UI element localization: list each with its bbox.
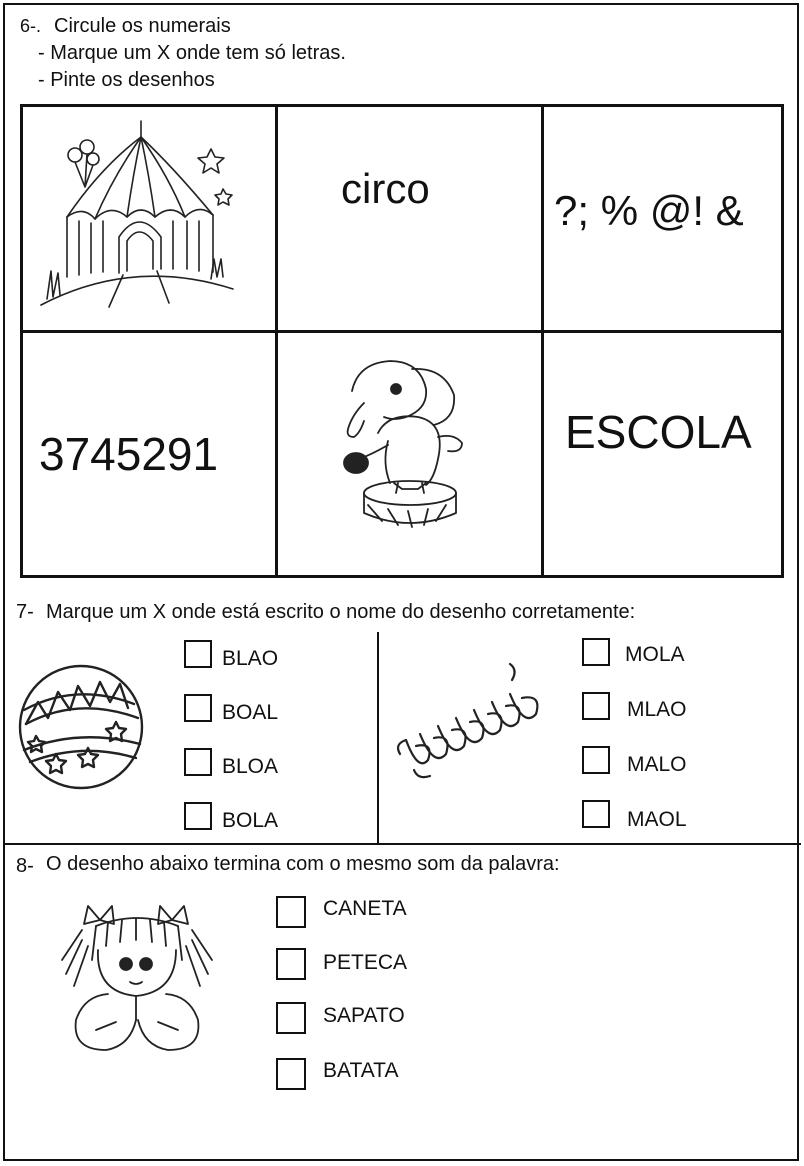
cell-caps-word[interactable]: ESCOLA bbox=[565, 406, 752, 458]
option-q8-1: CANETA bbox=[323, 897, 407, 920]
cell-numbers[interactable]: 3745291 bbox=[39, 428, 219, 480]
checkbox-q8-4[interactable] bbox=[276, 1058, 306, 1090]
q7-prompt: Marque um X onde está escrito o nome do desenho corretamente: bbox=[46, 601, 636, 623]
q6-grid bbox=[20, 104, 784, 578]
option-right-2: MLAO bbox=[627, 698, 687, 721]
q6-number: 6-. bbox=[20, 16, 42, 36]
q7-divider bbox=[377, 632, 379, 844]
checkbox-right-2[interactable] bbox=[582, 692, 610, 720]
checkbox-left-1[interactable] bbox=[184, 640, 212, 668]
q6-line1: Circule os numerais bbox=[54, 15, 231, 37]
option-left-2: BOAL bbox=[222, 701, 279, 724]
q6-line3: - Pinte os desenhos bbox=[38, 69, 215, 91]
option-right-4: MAOL bbox=[627, 808, 687, 831]
cell-word[interactable]: circo bbox=[341, 165, 430, 212]
option-left-3: BLOA bbox=[222, 755, 279, 778]
spring-icon bbox=[394, 660, 548, 790]
cell-tent[interactable] bbox=[23, 107, 275, 330]
checkbox-right-4[interactable] bbox=[582, 800, 610, 828]
q6-line2: - Marque um X onde tem só letras. bbox=[38, 42, 346, 64]
checkbox-q8-2[interactable] bbox=[276, 948, 306, 980]
q7-number: 7- bbox=[16, 601, 34, 623]
checkbox-left-2[interactable] bbox=[184, 694, 212, 722]
cell-symbols[interactable]: ?; % @! & bbox=[554, 187, 744, 234]
option-left-4: BOLA bbox=[222, 809, 279, 832]
option-left-1: BLAO bbox=[222, 647, 279, 670]
cell-elephant[interactable] bbox=[278, 333, 541, 578]
circus-tent-icon bbox=[23, 107, 275, 330]
option-q8-4: BATATA bbox=[323, 1059, 399, 1082]
checkbox-q8-1[interactable] bbox=[276, 896, 306, 928]
doll-icon bbox=[52, 900, 222, 1076]
option-right-1: MOLA bbox=[625, 643, 685, 666]
q7-bottom-divider bbox=[3, 843, 801, 845]
option-q8-2: PETECA bbox=[323, 951, 408, 974]
option-right-3: MALO bbox=[627, 753, 687, 776]
ball-icon bbox=[16, 662, 146, 792]
circus-elephant-icon bbox=[278, 333, 541, 578]
checkbox-right-1[interactable] bbox=[582, 638, 610, 666]
checkbox-q8-3[interactable] bbox=[276, 1002, 306, 1034]
checkbox-left-4[interactable] bbox=[184, 802, 212, 830]
checkbox-left-3[interactable] bbox=[184, 748, 212, 776]
checkbox-right-3[interactable] bbox=[582, 746, 610, 774]
option-q8-3: SAPATO bbox=[323, 1004, 405, 1027]
q8-number: 8- bbox=[16, 855, 34, 877]
q8-prompt: O desenho abaixo termina com o mesmo som da palavra: bbox=[46, 853, 560, 875]
